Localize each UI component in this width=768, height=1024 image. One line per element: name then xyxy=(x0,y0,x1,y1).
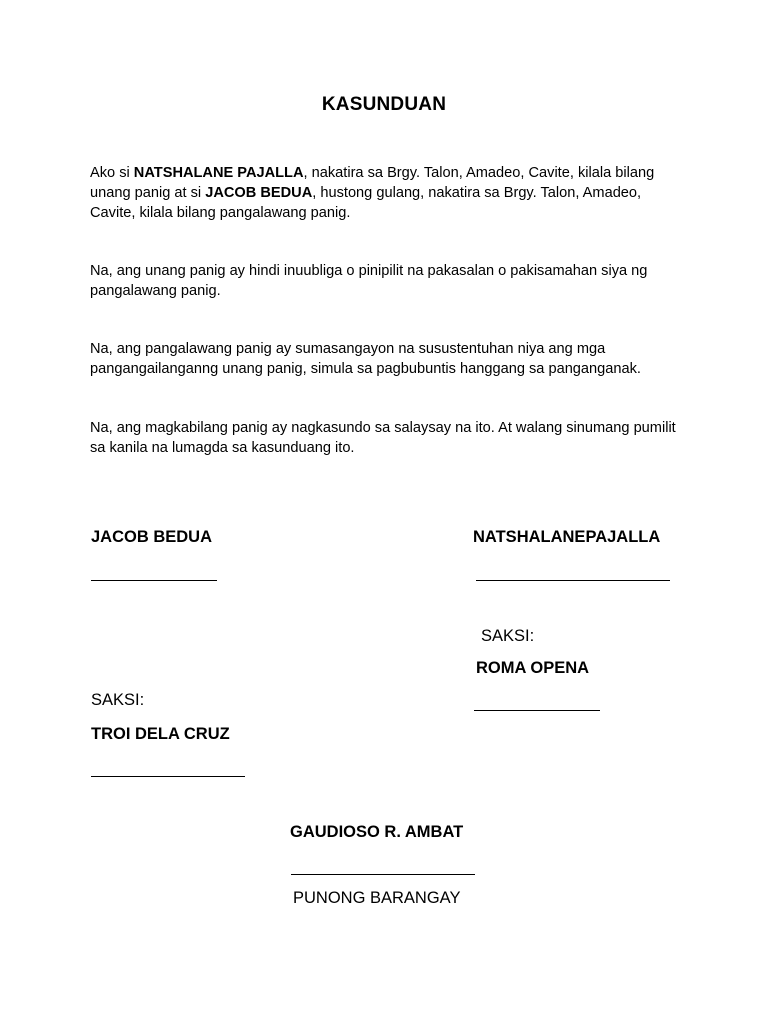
paragraph-text: Ako si xyxy=(90,165,134,181)
party-two-name: JACOB BEDUA xyxy=(205,185,313,201)
right-party-name: NATSHALANEPAJALLA xyxy=(473,528,661,546)
left-witness-label: SAKSI: xyxy=(91,691,145,709)
right-witness-label: SAKSI: xyxy=(481,627,535,645)
left-witness-signature-line xyxy=(91,776,245,777)
party-one-name: NATSHALANE PAJALLA xyxy=(133,165,304,181)
official-signature-line xyxy=(291,874,475,875)
paragraph-clause-1: Na, ang unang panig ay hindi inuubliga o pinipilit na pakasalan o pakisamahan siya ng pangalawang panig. xyxy=(90,263,648,299)
paragraph-text: , hustong gulang, nakatira sa Brgy. Talon, Amadeo, Cavite, kilala bilang pangalawang panig. xyxy=(90,185,642,221)
paragraph-clause-3: Na, ang magkabilang panig ay nagkasundo sa salaysay na ito. At walang sinumang pumilit sa kanila na lumagda sa kasunduang ito. xyxy=(90,420,676,456)
left-witness-name: TROI DELA CRUZ xyxy=(91,725,230,743)
paragraph-parties xyxy=(90,163,680,223)
document-title: KASUNDUAN xyxy=(321,94,447,115)
official-name: GAUDIOSO R. AMBAT xyxy=(290,823,464,841)
paragraph-text: , nakatira sa Brgy. Talon, Amadeo, Cavite, kilala bilang unang panig at si xyxy=(90,165,655,201)
left-party-name: JACOB BEDUA xyxy=(91,528,213,546)
left-party-signature-line xyxy=(91,580,217,581)
paragraph-clause-2: Na, ang pangalawang panig ay sumasangayon na susustentuhan niya ang mga pangangailanganng unang panig, simula sa pagbubuntis hanggang sa panganganak. xyxy=(90,341,641,377)
right-witness-name: ROMA OPENA xyxy=(476,659,590,677)
right-party-signature-line xyxy=(476,580,670,581)
right-witness-signature-line xyxy=(474,710,600,711)
official-title: PUNONG BARANGAY xyxy=(293,889,461,907)
